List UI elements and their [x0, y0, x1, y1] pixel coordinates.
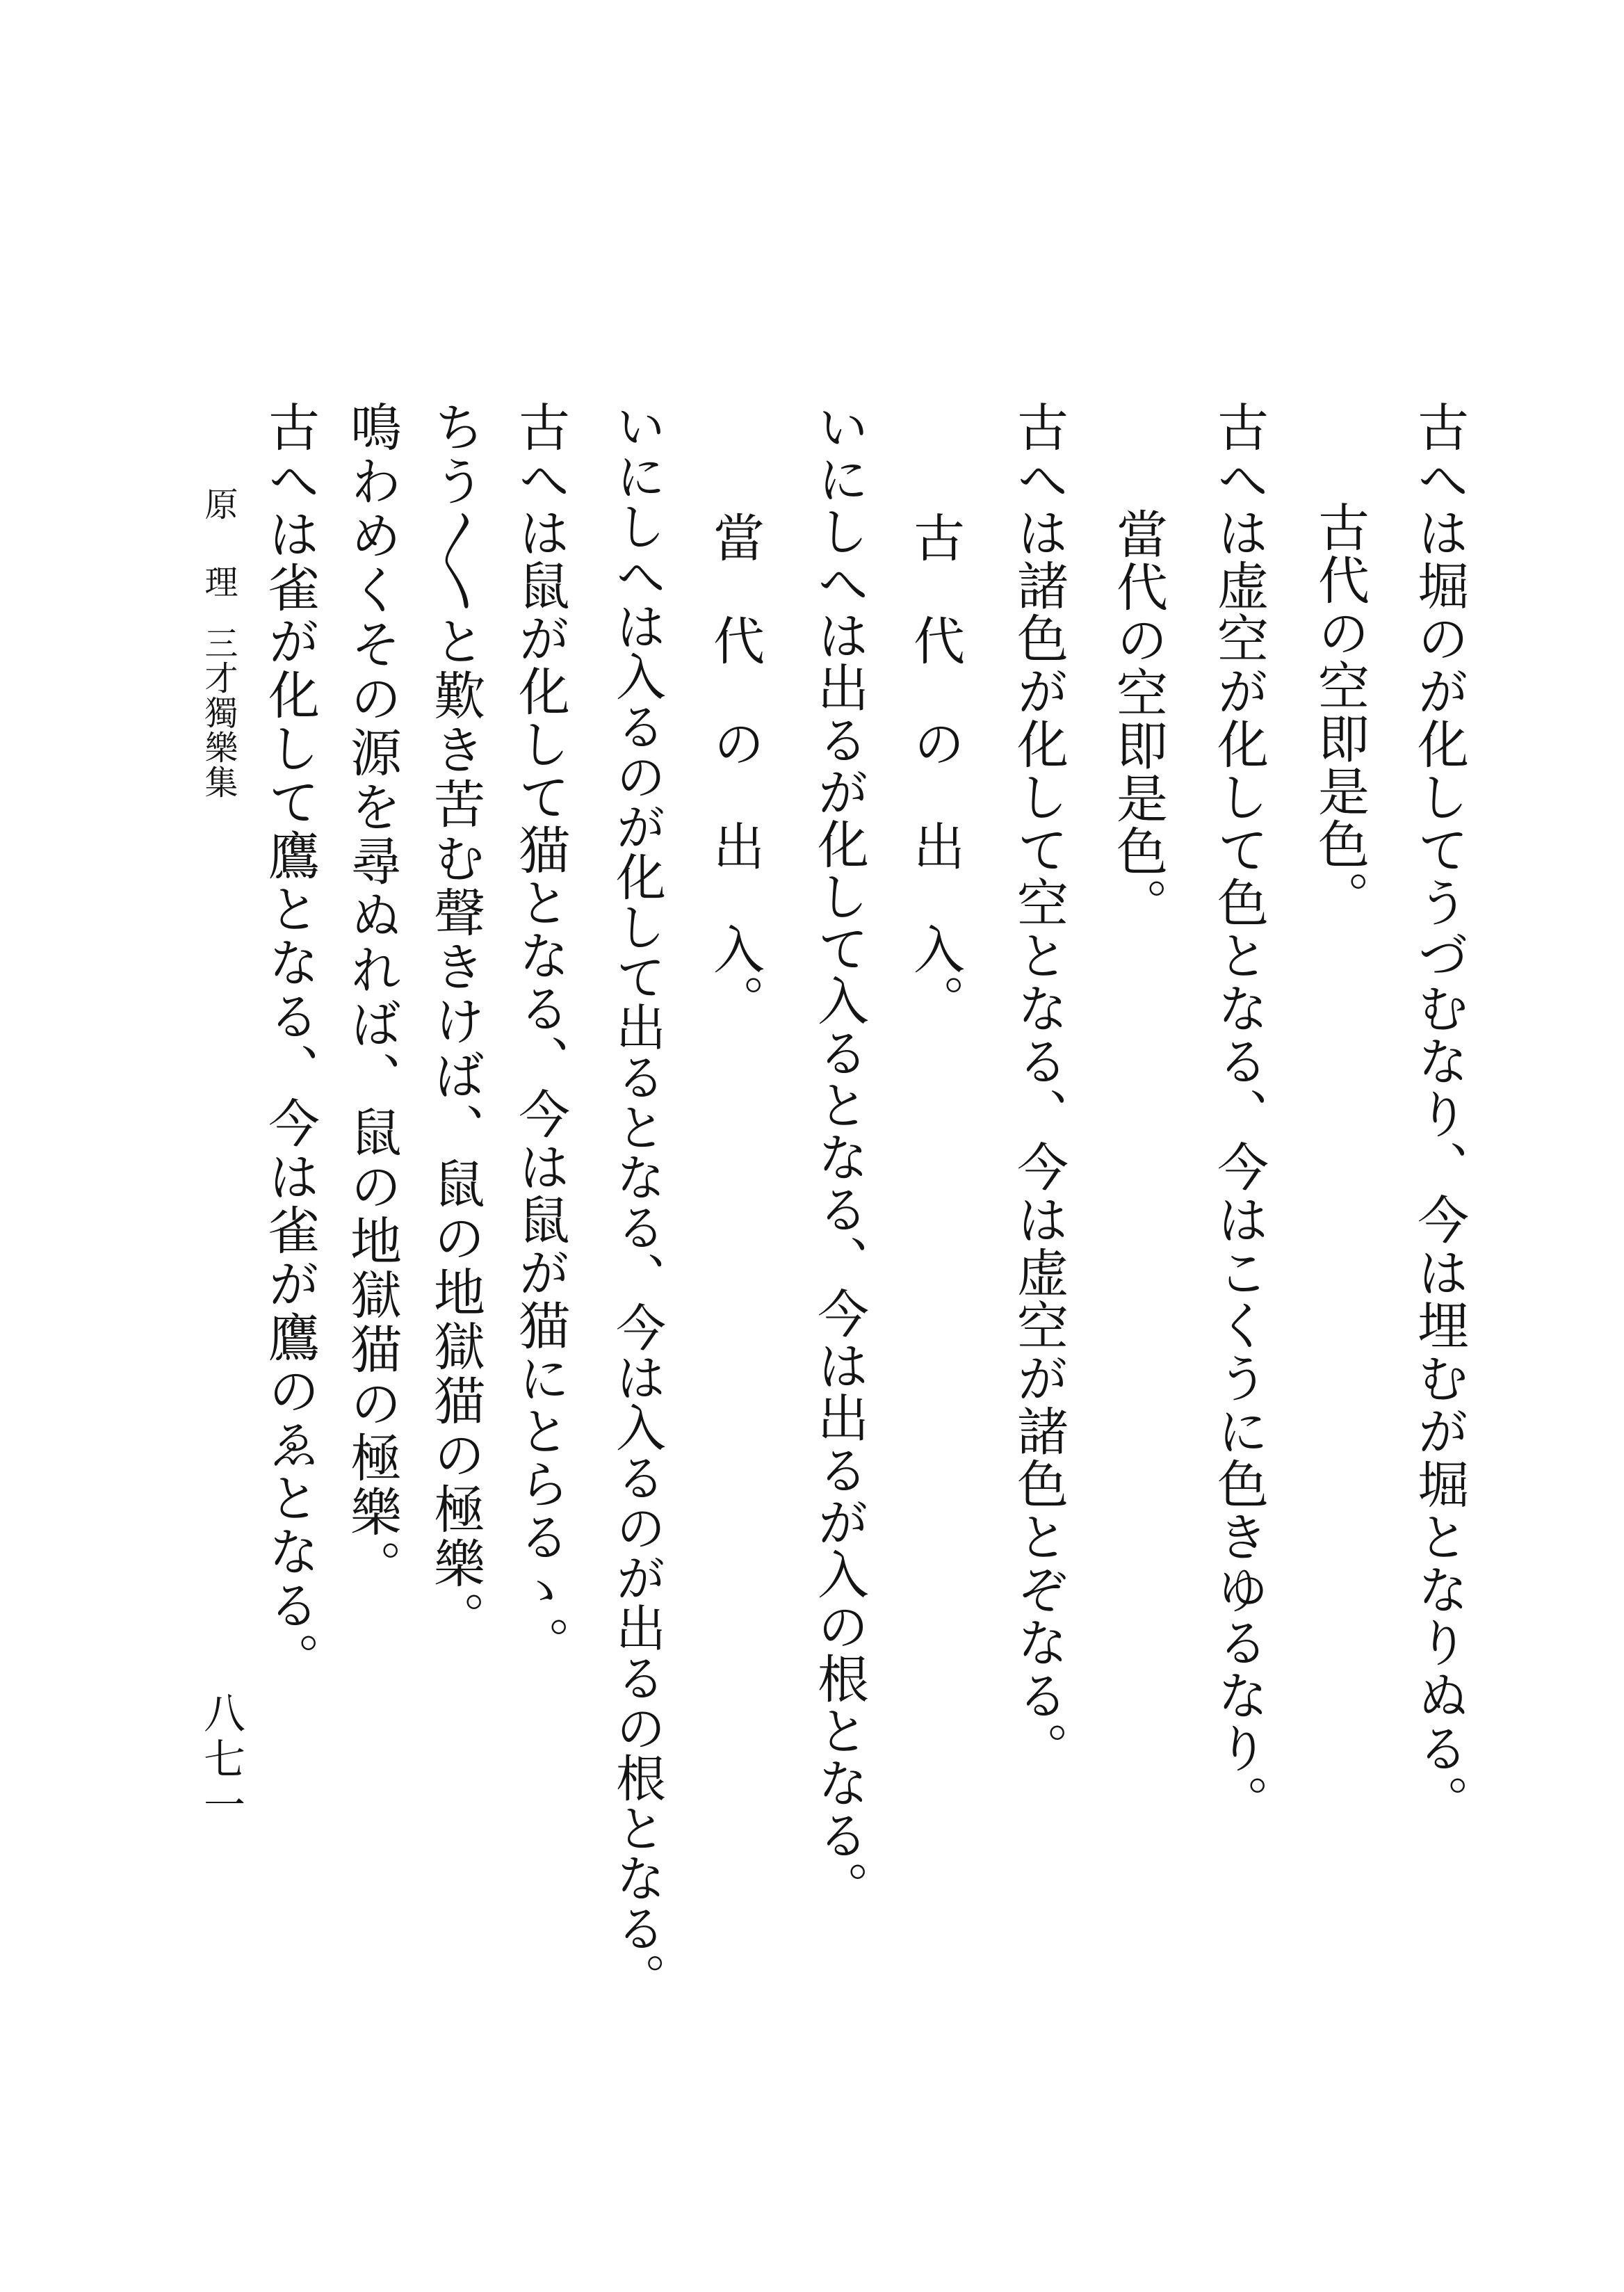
text-column-6-heading: 古 代 の 出 入。 [905, 511, 965, 1026]
text-column-3: 古へは虚空が化して色となる、今はこくうに色きゆるなり。 [1209, 401, 1269, 1827]
text-column-11: ちう〳〵と歎き苦む聲きけば、鼠の地獄猫の極樂。 [425, 401, 485, 1645]
text-column-13: 古へは雀が化して鷹となる、今は雀が鷹のゑとなる。 [260, 401, 320, 1686]
text-column-12: 鳴わめくその源を尋ぬれば、鼠の地獄猫の極樂。 [342, 401, 402, 1594]
running-header-section: 原 理 [199, 487, 238, 604]
text-column-4-heading: 當代の空即是色。 [1108, 508, 1168, 930]
text-column-7: いにしへは出るが化して入るとなる、今は出るが入の根となる。 [809, 401, 869, 1913]
page-number: 八七一 [197, 1691, 245, 1829]
text-column-2-heading: 古代の空即是色。 [1310, 501, 1370, 923]
text-column-8-heading: 當 代 の 出 入。 [705, 511, 765, 1026]
text-column-1: 古へは堀のが化してうづむなり、今は埋むが堀となりぬる。 [1409, 401, 1469, 1827]
text-column-10: 古へは鼠が化して猫となる、今は鼠が猫にとらるゝ。 [510, 401, 570, 1669]
text-column-9: いにしへは入るのが化して出るとなる、今は入るのが出るの根となる。 [608, 401, 666, 2003]
running-header-book-title: 三才獨樂集 [199, 626, 238, 800]
text-column-5: 古へは諸色が化して空となる、今は虚空が諸色とぞなる。 [1009, 401, 1069, 1775]
